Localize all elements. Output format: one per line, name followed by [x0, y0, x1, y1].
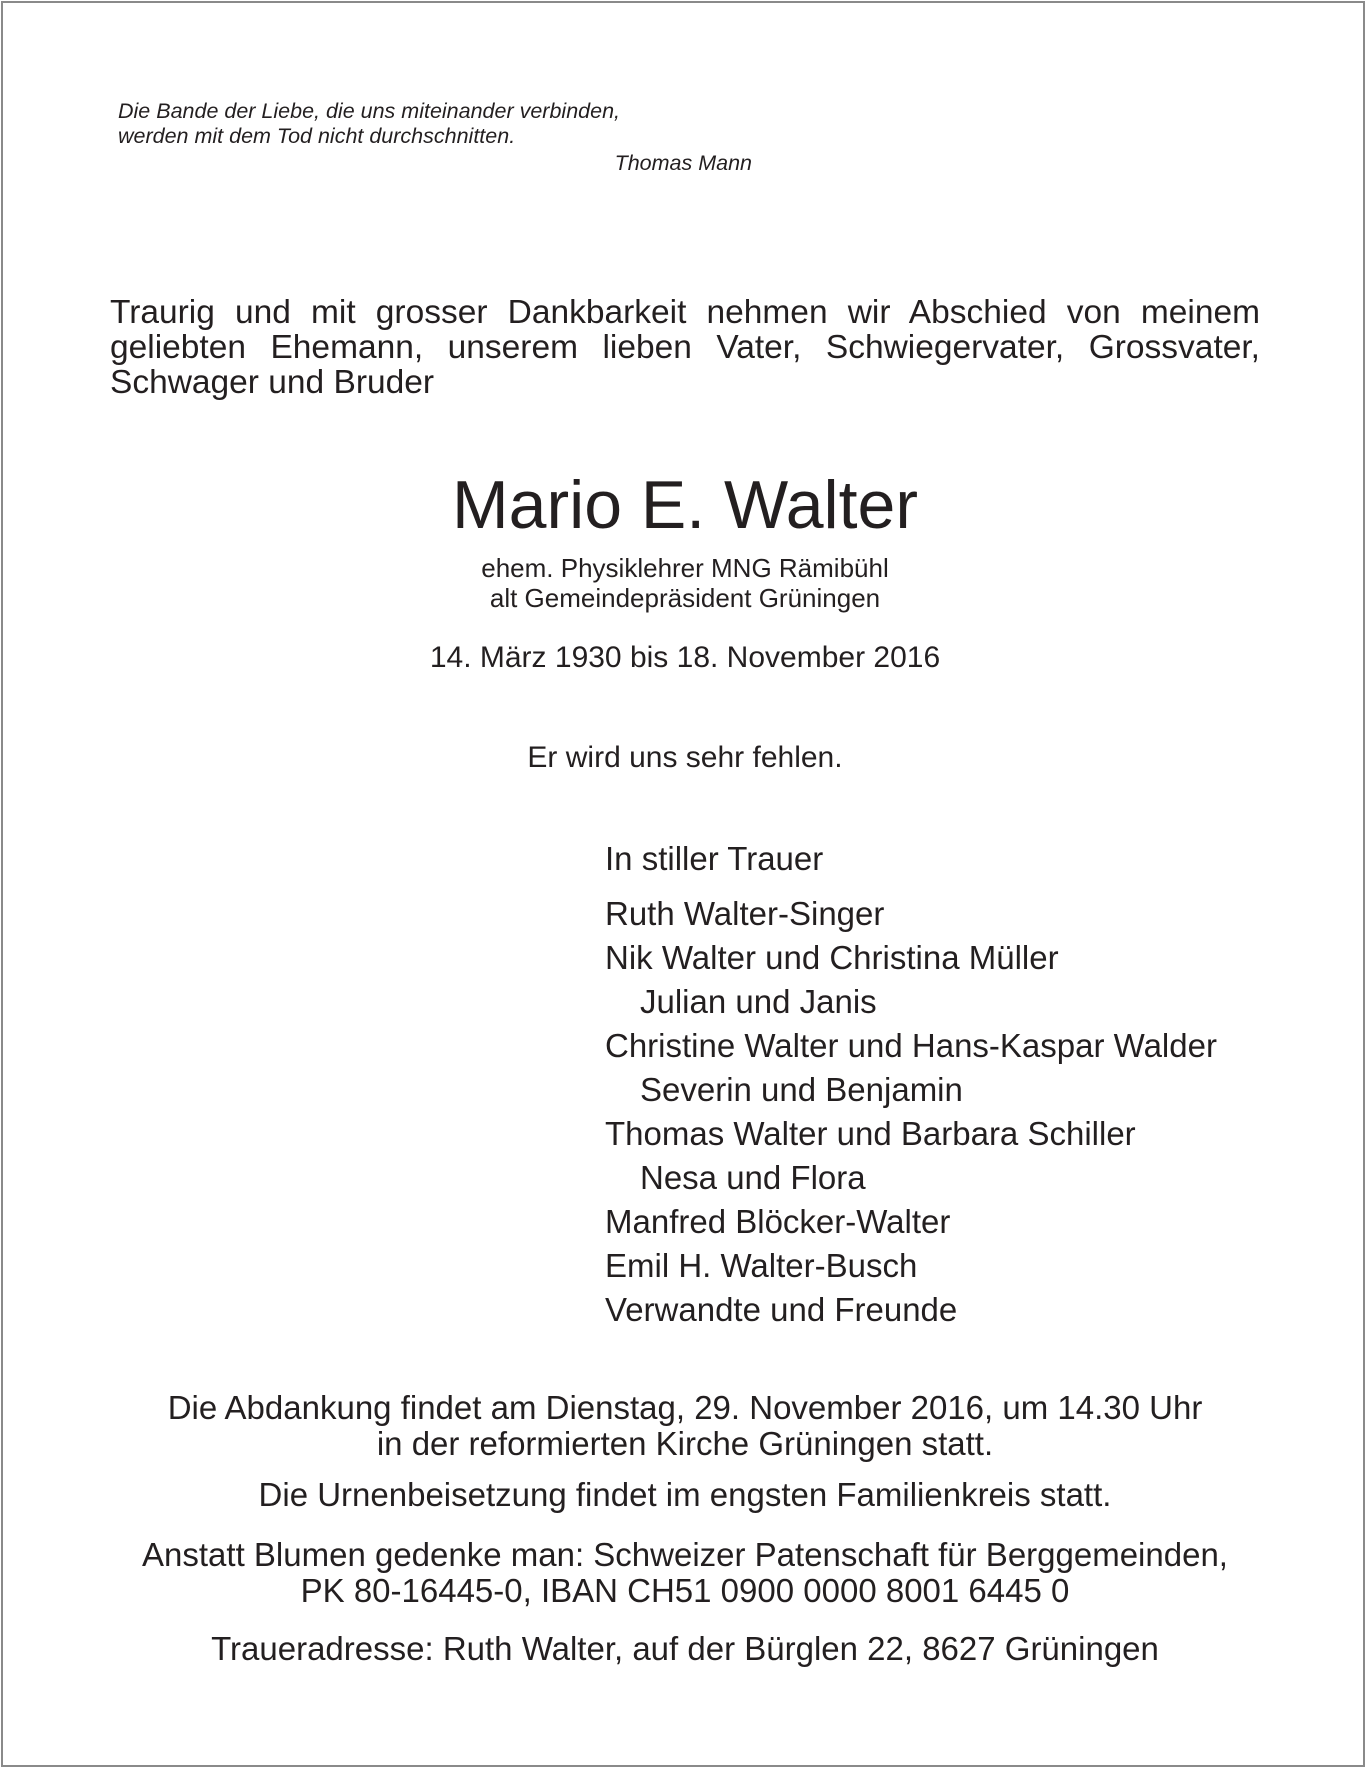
intro-text: Traurig und mit grosser Dankbarkeit nehmen wir Abschied von meinem geliebten Ehemann, unserem lieben Vater, Schwiegervater, Grossvater, Schwager und Bruder	[110, 294, 1260, 401]
epigraph-line: Die Bande der Liebe, die uns miteinander verbinden,	[118, 99, 620, 123]
mourner-name: Nik Walter und Christina Müller	[605, 939, 1059, 976]
mourner-children: Severin und Benjamin	[640, 1071, 963, 1108]
ceremony-line: in der reformierten Kirche Grüningen statt.	[376, 1425, 994, 1462]
epigraph-quote	[118, 99, 758, 177]
epigraph-line: werden mit dem Tod nicht durchschnitten.	[118, 124, 516, 148]
deceased-roles	[0, 553, 1370, 613]
mourner-name: Ruth Walter-Singer	[605, 895, 885, 932]
deceased-role: ehem. Physiklehrer MNG Rämibühl	[481, 553, 889, 583]
ceremony-info	[0, 1390, 1370, 1462]
donation-info	[0, 1537, 1370, 1609]
donation-account: PK 80-16445-0, IBAN CH51 0900 0000 8001 6445 0	[300, 1572, 1070, 1609]
farewell-line: Er wird uns sehr fehlen.	[527, 741, 843, 774]
mourner-children: Nesa und Flora	[640, 1159, 866, 1196]
deceased-role: alt Gemeindepräsident Grüningen	[489, 583, 881, 613]
mourner-children: Julian und Janis	[640, 983, 877, 1020]
urn-burial-info: Die Urnenbeisetzung findet im engsten Familienkreis statt.	[258, 1476, 1112, 1513]
mourner-name: Verwandte und Freunde	[605, 1291, 958, 1328]
mourner-name: Manfred Blöcker-Walter	[605, 1203, 951, 1240]
ceremony-line: Die Abdankung findet am Dienstag, 29. November 2016, um 14.30 Uhr	[167, 1389, 1203, 1426]
mourning-address: Traueradresse: Ruth Walter, auf der Bürglen 22, 8627 Grüningen	[211, 1630, 1159, 1667]
mourners-heading: In stiller Trauer	[605, 840, 824, 877]
mourner-name: Thomas Walter und Barbara Schiller	[605, 1115, 1136, 1152]
mourner-name: Emil H. Walter-Busch	[605, 1247, 918, 1284]
deceased-name: Mario E. Walter	[451, 467, 918, 543]
mourners-list	[605, 840, 1325, 1332]
epigraph-author: Thomas Mann	[614, 151, 752, 175]
donation-line: Anstatt Blumen gedenke man: Schweizer Patenschaft für Berggemeinden,	[142, 1536, 1228, 1573]
life-dates: 14. März 1930 bis 18. November 2016	[429, 641, 941, 674]
mourner-name: Christine Walter und Hans-Kaspar Walder	[605, 1027, 1217, 1064]
